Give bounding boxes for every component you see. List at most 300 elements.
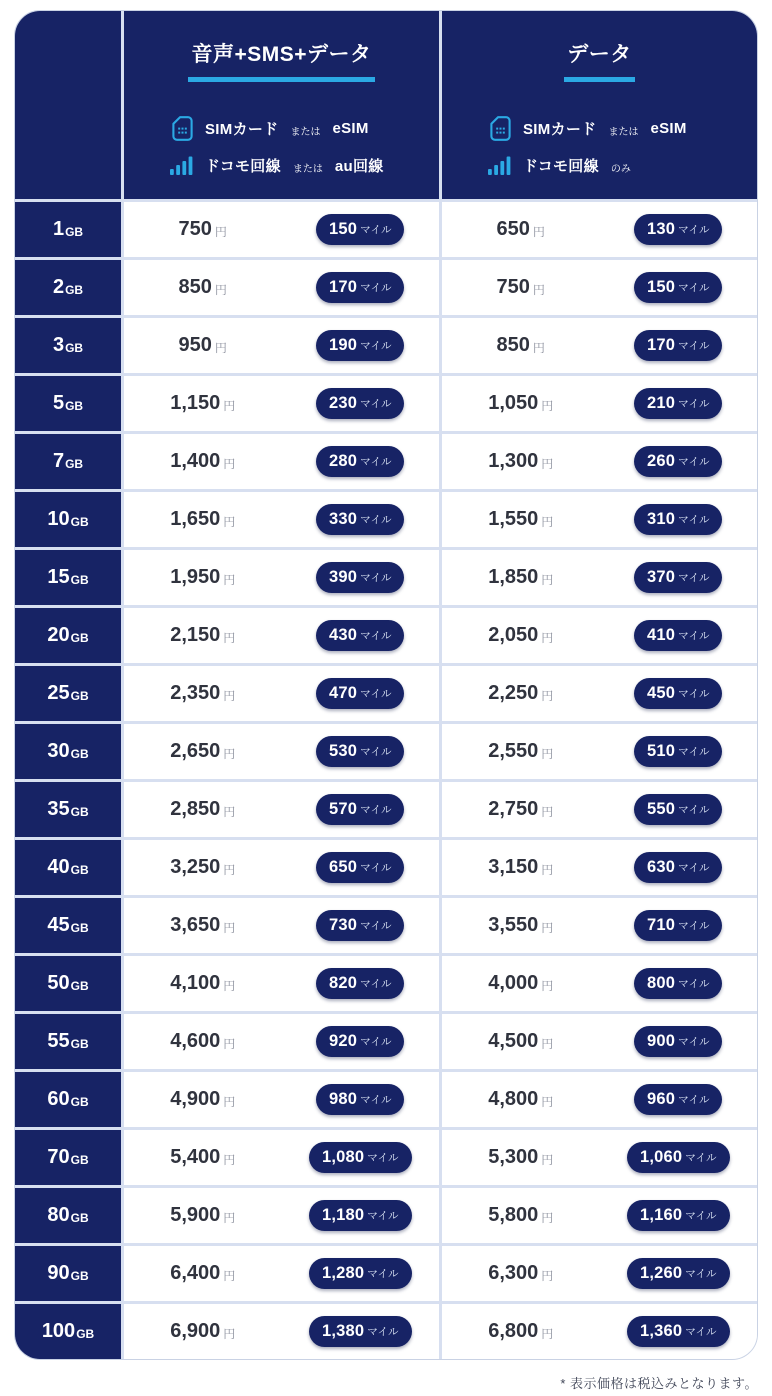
- miles-badge-area: [282, 202, 440, 257]
- miles-unit: マイル: [685, 1326, 717, 1338]
- gb-unit: GB: [70, 1152, 89, 1167]
- data-plan-cell: [442, 956, 757, 1011]
- miles-badge-area: [282, 782, 440, 837]
- voice-plan-cell: [124, 1014, 439, 1069]
- signal-bars-icon: [170, 156, 194, 175]
- miles-badge: [316, 968, 404, 999]
- miles-number: 150: [329, 220, 358, 238]
- miles-badge-area: [282, 1188, 440, 1243]
- miles-badge: [316, 388, 404, 419]
- price-yen-unit: 円: [223, 1153, 236, 1167]
- miles-unit: マイル: [678, 862, 710, 874]
- miles-badge: [316, 1084, 404, 1115]
- price-number: 1,850: [488, 566, 539, 588]
- miles-number: 260: [647, 452, 676, 470]
- price-yen-unit: 円: [223, 1095, 236, 1109]
- miles-number: 630: [647, 858, 676, 876]
- line-label: ドコモ回線: [205, 158, 281, 175]
- miles-number: 190: [329, 336, 358, 354]
- miles-badge: [316, 678, 404, 709]
- price-value: [124, 608, 282, 663]
- line-spec-row: [170, 155, 384, 176]
- gb-unit: GB: [65, 398, 84, 413]
- price-value: [124, 1014, 282, 1069]
- signal-bars-icon: [488, 156, 512, 175]
- miles-badge-area: [600, 1188, 758, 1243]
- price-number: 950: [178, 334, 212, 356]
- price-number: 5,800: [488, 1204, 539, 1226]
- miles-unit: マイル: [360, 688, 392, 700]
- price-value: [442, 1014, 600, 1069]
- miles-unit: マイル: [678, 282, 710, 294]
- gb-unit: GB: [70, 920, 89, 935]
- miles-unit: マイル: [678, 514, 710, 526]
- price-yen-unit: 円: [223, 979, 236, 993]
- price-value: [124, 550, 282, 605]
- miles-unit: マイル: [678, 920, 710, 932]
- miles-badge-area: [282, 492, 440, 547]
- gb-label-cell: [15, 840, 121, 895]
- price-number: 4,600: [170, 1030, 221, 1052]
- miles-badge: [634, 678, 722, 709]
- price-value: [124, 1130, 282, 1185]
- gb-amount: 25: [47, 682, 70, 704]
- price-yen-unit: 円: [532, 225, 545, 239]
- price-number: 2,050: [488, 624, 539, 646]
- miles-unit: マイル: [360, 862, 392, 874]
- voice-plan-cell: [124, 724, 439, 779]
- gb-unit: GB: [70, 514, 89, 529]
- miles-unit: マイル: [678, 224, 710, 236]
- price-value: [442, 782, 600, 837]
- price-value: [442, 956, 600, 1011]
- miles-badge: [634, 1084, 722, 1115]
- price-yen-unit: 円: [541, 1095, 554, 1109]
- plan-specs-data: [488, 116, 687, 176]
- data-plan-cell: [442, 666, 757, 721]
- price-yen-unit: 円: [541, 515, 554, 529]
- miles-number: 980: [329, 1090, 358, 1108]
- price-yen-unit: 円: [541, 979, 554, 993]
- price-yen-unit: 円: [223, 863, 236, 877]
- miles-unit: マイル: [678, 688, 710, 700]
- miles-number: 900: [647, 1032, 676, 1050]
- miles-number: 570: [329, 800, 358, 818]
- miles-badge-area: [600, 434, 758, 489]
- price-value: [124, 956, 282, 1011]
- price-value: [442, 1246, 600, 1301]
- gb-unit: GB: [70, 1268, 89, 1283]
- miles-badge: [627, 1316, 730, 1347]
- miles-unit: マイル: [360, 1094, 392, 1106]
- data-plan-cell: [442, 1014, 757, 1069]
- miles-badge-area: [600, 956, 758, 1011]
- miles-badge-area: [282, 1130, 440, 1185]
- miles-number: 1,380: [321, 1322, 365, 1340]
- price-number: 1,150: [170, 392, 221, 414]
- sim-alt-label: eSIM: [332, 120, 369, 137]
- miles-number: 920: [329, 1032, 358, 1050]
- miles-badge: [634, 330, 722, 361]
- miles-number: 1,260: [639, 1264, 683, 1282]
- price-yen-unit: 円: [223, 1211, 236, 1225]
- line-connector: または: [292, 164, 323, 175]
- price-value: [442, 608, 600, 663]
- miles-badge: [634, 272, 722, 303]
- price-number: 6,300: [488, 1262, 539, 1284]
- price-value: [124, 840, 282, 895]
- data-plan-cell: [442, 202, 757, 257]
- gb-label-cell: [15, 666, 121, 721]
- miles-badge-area: [282, 1304, 440, 1359]
- miles-badge: [316, 272, 404, 303]
- gb-unit: GB: [70, 688, 89, 703]
- miles-number: 330: [329, 510, 358, 528]
- data-plan-cell: [442, 608, 757, 663]
- gb-label-cell: [15, 376, 121, 431]
- price-number: 4,100: [170, 972, 221, 994]
- price-yen-unit: 円: [223, 747, 236, 761]
- miles-badge-area: [600, 260, 758, 315]
- sim-spec-row: [488, 116, 687, 141]
- sim-connector: または: [608, 127, 639, 138]
- gb-amount: 40: [47, 856, 70, 878]
- miles-badge-area: [282, 608, 440, 663]
- price-yen-unit: 円: [541, 1269, 554, 1283]
- miles-unit: マイル: [367, 1210, 399, 1222]
- miles-unit: マイル: [367, 1326, 399, 1338]
- price-number: 4,500: [488, 1030, 539, 1052]
- price-value: [442, 318, 600, 373]
- gb-unit: GB: [70, 804, 89, 819]
- price-yen-unit: 円: [541, 1327, 554, 1341]
- miles-badge: [634, 562, 722, 593]
- gb-label-cell: [15, 1188, 121, 1243]
- gb-amount: 10: [47, 508, 70, 530]
- price-yen-unit: 円: [223, 689, 236, 703]
- price-value: [124, 318, 282, 373]
- price-value: [442, 1130, 600, 1185]
- gb-label-cell: [15, 1304, 121, 1359]
- price-value: [442, 376, 600, 431]
- price-value: [124, 898, 282, 953]
- miles-number: 530: [329, 742, 358, 760]
- price-number: 3,550: [488, 914, 539, 936]
- gb-amount: 45: [47, 914, 70, 936]
- gb-unit: GB: [70, 1094, 89, 1109]
- voice-plan-cell: [124, 550, 439, 605]
- price-number: 2,650: [170, 740, 221, 762]
- gb-amount: 80: [47, 1204, 70, 1226]
- voice-plan-cell: [124, 840, 439, 895]
- miles-badge: [316, 446, 404, 477]
- miles-badge-area: [600, 1304, 758, 1359]
- miles-unit: マイル: [685, 1152, 717, 1164]
- data-plan-cell: [442, 260, 757, 315]
- price-yen-unit: 円: [223, 921, 236, 935]
- voice-plan-cell: [124, 202, 439, 257]
- gb-amount: 60: [47, 1088, 70, 1110]
- miles-number: 1,280: [321, 1264, 365, 1282]
- miles-badge-area: [282, 956, 440, 1011]
- miles-badge: [309, 1200, 412, 1231]
- header-data-plan: [442, 11, 757, 199]
- price-yen-unit: 円: [541, 805, 554, 819]
- price-yen-unit: 円: [223, 805, 236, 819]
- price-number: 2,350: [170, 682, 221, 704]
- gb-amount: 100: [41, 1320, 76, 1342]
- miles-badge: [634, 1026, 722, 1057]
- price-value: [124, 202, 282, 257]
- miles-badge-area: [282, 376, 440, 431]
- miles-unit: マイル: [678, 804, 710, 816]
- price-value: [442, 434, 600, 489]
- sim-connector: または: [290, 127, 321, 138]
- miles-number: 430: [329, 626, 358, 644]
- miles-number: 650: [329, 858, 358, 876]
- data-plan-cell: [442, 840, 757, 895]
- miles-unit: マイル: [678, 746, 710, 758]
- price-value: [124, 492, 282, 547]
- gb-label-cell: [15, 1130, 121, 1185]
- miles-unit: マイル: [360, 224, 392, 236]
- price-value: [124, 666, 282, 721]
- data-plan-cell: [442, 376, 757, 431]
- sim-label: SIMカード: [523, 121, 597, 138]
- miles-badge: [634, 910, 722, 941]
- miles-number: 1,060: [639, 1148, 683, 1166]
- price-yen-unit: 円: [541, 921, 554, 935]
- miles-badge: [316, 620, 404, 651]
- price-value: [442, 666, 600, 721]
- miles-number: 470: [329, 684, 358, 702]
- miles-unit: マイル: [685, 1268, 717, 1280]
- miles-badge-area: [282, 1014, 440, 1069]
- gb-amount: 90: [47, 1262, 70, 1284]
- gb-label-cell: [15, 782, 121, 837]
- miles-badge: [309, 1142, 412, 1173]
- gb-amount: 30: [47, 740, 70, 762]
- gb-label-cell: [15, 260, 121, 315]
- miles-number: 170: [647, 336, 676, 354]
- miles-badge-area: [282, 550, 440, 605]
- price-number: 6,400: [170, 1262, 221, 1284]
- voice-plan-cell: [124, 898, 439, 953]
- gb-unit: GB: [76, 1326, 95, 1341]
- gb-label-cell: [15, 550, 121, 605]
- miles-unit: マイル: [360, 282, 392, 294]
- miles-badge-area: [600, 1072, 758, 1127]
- gb-unit: GB: [65, 340, 84, 355]
- miles-badge: [634, 446, 722, 477]
- miles-unit: マイル: [360, 804, 392, 816]
- miles-unit: マイル: [360, 746, 392, 758]
- gb-amount: 5: [52, 392, 65, 414]
- price-value: [124, 260, 282, 315]
- price-number: 1,300: [488, 450, 539, 472]
- gb-amount: 35: [47, 798, 70, 820]
- data-plan-cell: [442, 724, 757, 779]
- miles-unit: マイル: [360, 572, 392, 584]
- price-yen-unit: 円: [223, 399, 236, 413]
- gb-label-cell: [15, 956, 121, 1011]
- miles-unit: マイル: [678, 630, 710, 642]
- price-number: 4,800: [488, 1088, 539, 1110]
- miles-badge: [316, 562, 404, 593]
- miles-badge-area: [600, 492, 758, 547]
- price-yen-unit: 円: [541, 573, 554, 587]
- miles-badge: [316, 736, 404, 767]
- plan-title-voice: 音声+SMS+データ: [188, 38, 374, 82]
- gb-unit: GB: [70, 978, 89, 993]
- miles-badge-area: [282, 1246, 440, 1301]
- price-value: [442, 1188, 600, 1243]
- tax-note: * 表示価格は税込みとなります。: [560, 1376, 758, 1391]
- gb-label-cell: [15, 898, 121, 953]
- miles-number: 960: [647, 1090, 676, 1108]
- miles-number: 710: [647, 916, 676, 934]
- price-yen-unit: 円: [214, 225, 227, 239]
- price-yen-unit: 円: [532, 283, 545, 297]
- miles-badge-area: [600, 608, 758, 663]
- price-value: [124, 724, 282, 779]
- voice-plan-cell: [124, 260, 439, 315]
- header-voice-plan: [124, 11, 439, 199]
- miles-badge-area: [282, 666, 440, 721]
- miles-unit: マイル: [360, 398, 392, 410]
- gb-unit: GB: [70, 746, 89, 761]
- price-value: [442, 840, 600, 895]
- miles-number: 370: [647, 568, 676, 586]
- miles-unit: マイル: [678, 456, 710, 468]
- miles-number: 170: [329, 278, 358, 296]
- price-value: [442, 724, 600, 779]
- miles-number: 1,180: [321, 1206, 365, 1224]
- miles-number: 550: [647, 800, 676, 818]
- miles-badge-area: [600, 666, 758, 721]
- line-connector: のみ: [610, 164, 631, 175]
- miles-badge-area: [600, 782, 758, 837]
- miles-badge: [627, 1142, 730, 1173]
- data-plan-cell: [442, 1188, 757, 1243]
- miles-badge: [627, 1258, 730, 1289]
- miles-unit: マイル: [360, 340, 392, 352]
- miles-badge: [634, 794, 722, 825]
- miles-number: 800: [647, 974, 676, 992]
- gb-amount: 2: [52, 276, 65, 298]
- miles-badge: [316, 1026, 404, 1057]
- miles-badge-area: [282, 898, 440, 953]
- miles-number: 280: [329, 452, 358, 470]
- price-yen-unit: 円: [532, 341, 545, 355]
- price-yen-unit: 円: [541, 863, 554, 877]
- miles-badge: [316, 330, 404, 361]
- miles-badge: [316, 794, 404, 825]
- miles-badge: [627, 1200, 730, 1231]
- price-yen-unit: 円: [223, 631, 236, 645]
- gb-amount: 1: [52, 218, 65, 240]
- miles-badge: [309, 1258, 412, 1289]
- price-number: 6,900: [170, 1320, 221, 1342]
- miles-badge: [634, 968, 722, 999]
- miles-badge: [316, 852, 404, 883]
- gb-label-cell: [15, 202, 121, 257]
- voice-plan-cell: [124, 1246, 439, 1301]
- price-number: 1,950: [170, 566, 221, 588]
- voice-plan-cell: [124, 608, 439, 663]
- miles-badge: [634, 852, 722, 883]
- price-yen-unit: 円: [541, 1211, 554, 1225]
- miles-badge-area: [600, 1014, 758, 1069]
- gb-label-cell: [15, 318, 121, 373]
- line-alt-label: au回線: [334, 158, 384, 175]
- miles-unit: マイル: [367, 1152, 399, 1164]
- price-number: 3,150: [488, 856, 539, 878]
- miles-badge-area: [282, 724, 440, 779]
- price-yen-unit: 円: [223, 1269, 236, 1283]
- data-plan-cell: [442, 1246, 757, 1301]
- price-yen-unit: 円: [223, 1327, 236, 1341]
- miles-unit: マイル: [678, 1036, 710, 1048]
- price-number: 2,250: [488, 682, 539, 704]
- miles-badge-area: [600, 724, 758, 779]
- miles-badge: [634, 388, 722, 419]
- price-number: 1,050: [488, 392, 539, 414]
- miles-number: 230: [329, 394, 358, 412]
- gb-unit: GB: [70, 1210, 89, 1225]
- miles-unit: マイル: [678, 572, 710, 584]
- miles-badge-area: [600, 202, 758, 257]
- price-number: 2,550: [488, 740, 539, 762]
- voice-plan-cell: [124, 782, 439, 837]
- price-number: 850: [178, 276, 212, 298]
- miles-unit: マイル: [678, 398, 710, 410]
- gb-amount: 15: [47, 566, 70, 588]
- price-value: [124, 1188, 282, 1243]
- miles-badge-area: [600, 898, 758, 953]
- miles-badge-area: [282, 260, 440, 315]
- miles-number: 210: [647, 394, 676, 412]
- miles-number: 410: [647, 626, 676, 644]
- voice-plan-cell: [124, 1304, 439, 1359]
- price-number: 750: [496, 276, 530, 298]
- miles-unit: マイル: [678, 978, 710, 990]
- price-number: 2,750: [488, 798, 539, 820]
- price-number: 4,000: [488, 972, 539, 994]
- voice-plan-cell: [124, 666, 439, 721]
- price-value: [442, 1304, 600, 1359]
- miles-badge: [634, 214, 722, 245]
- data-plan-cell: [442, 898, 757, 953]
- gb-label-cell: [15, 1014, 121, 1069]
- miles-number: 820: [329, 974, 358, 992]
- miles-badge: [634, 620, 722, 651]
- miles-badge-area: [600, 1130, 758, 1185]
- miles-unit: マイル: [360, 1036, 392, 1048]
- gb-amount: 70: [47, 1146, 70, 1168]
- price-yen-unit: 円: [223, 573, 236, 587]
- miles-badge: [309, 1316, 412, 1347]
- price-number: 750: [178, 218, 212, 240]
- price-yen-unit: 円: [223, 457, 236, 471]
- price-value: [124, 1072, 282, 1127]
- miles-badge-area: [282, 318, 440, 373]
- gb-amount: 20: [47, 624, 70, 646]
- price-value: [124, 1246, 282, 1301]
- voice-plan-cell: [124, 318, 439, 373]
- miles-badge-area: [600, 1246, 758, 1301]
- gb-label-cell: [15, 492, 121, 547]
